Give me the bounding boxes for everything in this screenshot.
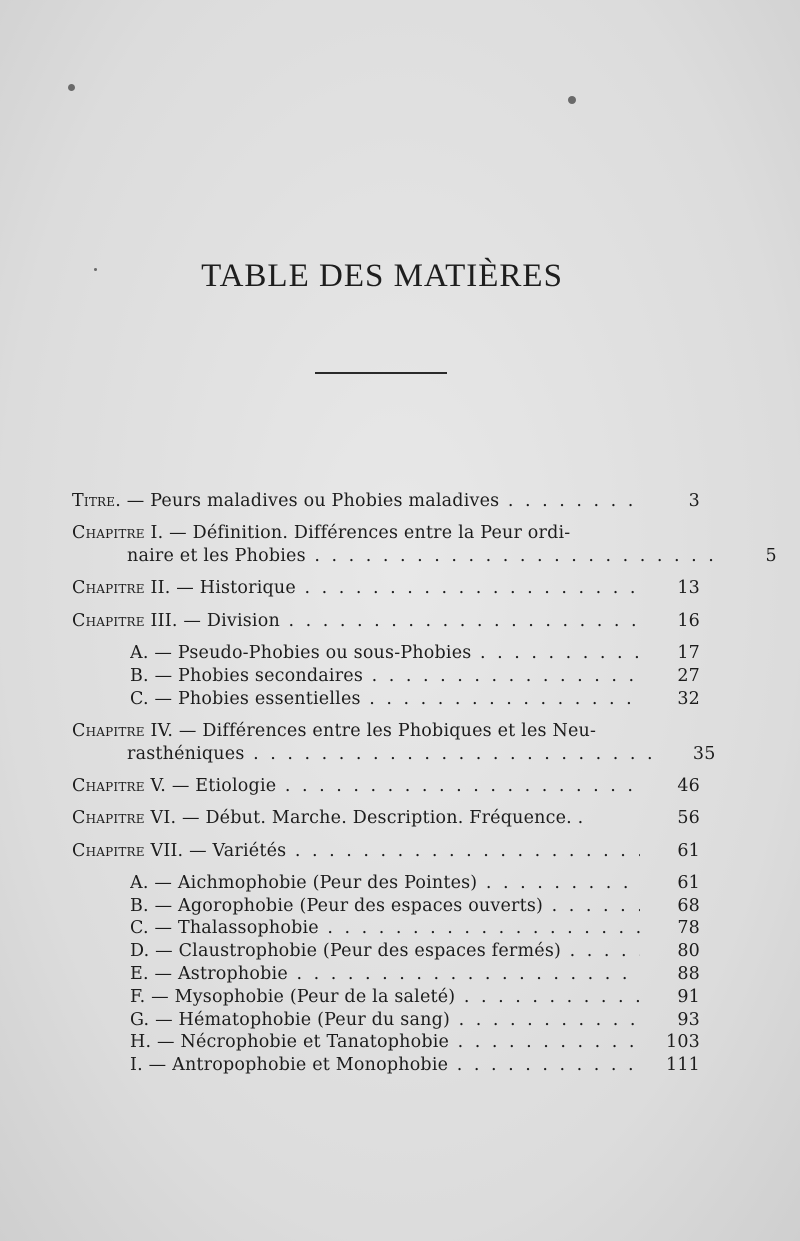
toc-entry-text <box>130 917 640 940</box>
toc-entry <box>72 610 700 633</box>
toc-entry-title: H. — Nécrophobie et Tanatophobie <box>130 1032 450 1053</box>
toc-page-number: 103 <box>665 1032 700 1053</box>
toc-entry-title: F. — Mysophobie (Peur de la saleté) <box>130 986 456 1007</box>
toc-entry-title: C. — Phobies essentielles <box>130 688 361 709</box>
toc-entry <box>72 577 700 600</box>
toc-page-number: 35 <box>692 743 716 764</box>
toc-entry-title: B. — Agorophobie (Peur des espaces ouverts) <box>130 895 544 916</box>
toc-page-number: 93 <box>677 1009 700 1030</box>
dot-leader <box>286 841 640 861</box>
toc-entry-title: I. — Antropophobie et Monophobie <box>130 1055 449 1076</box>
toc-entry-text <box>72 720 656 766</box>
toc-page-number: 56 <box>677 808 700 829</box>
dot-leader <box>363 666 640 686</box>
toc-entry-title: — Définition. Différences entre la Peur ordi- <box>169 523 571 544</box>
dot-leader <box>296 578 640 598</box>
toc-page-number: 17 <box>677 642 700 663</box>
toc-subentry <box>72 665 700 688</box>
toc-entry-title: E. — Astrophobie <box>130 964 288 985</box>
page-title: TABLE DES MATIÈRES <box>201 258 563 294</box>
dot-leader <box>288 964 640 984</box>
toc-entry-text <box>72 522 717 568</box>
toc-subentry <box>72 917 700 940</box>
dot-leader <box>455 987 640 1007</box>
toc-entry-continuation <box>72 743 656 766</box>
dot-leader <box>361 689 640 709</box>
table-of-contents <box>72 490 777 1087</box>
toc-entry-text <box>130 940 640 963</box>
toc-page-number: 78 <box>677 918 700 939</box>
toc-entry-title: G. — Hématophobie (Peur du sang) <box>130 1009 451 1030</box>
dot-leader <box>276 776 640 796</box>
toc-page-number: 3 <box>688 491 700 511</box>
toc-entry-label: Chapitre II. <box>72 578 171 599</box>
toc-entry-text <box>72 775 640 798</box>
toc-entry-title: A. — Pseudo-Phobies ou sous-Phobies <box>130 642 472 663</box>
toc-entry <box>72 490 700 513</box>
toc-subentry <box>72 688 700 711</box>
toc-entry-title: — Différences entre les Phobiques et les Neu- <box>178 720 597 741</box>
toc-entry-text <box>130 986 640 1009</box>
toc-entry-title: — Etiologie <box>171 775 277 796</box>
dot-leader <box>499 491 640 511</box>
dot-leader <box>306 546 717 566</box>
paper-speck <box>94 268 97 271</box>
dot-leader <box>448 1055 640 1075</box>
toc-page-number: 16 <box>677 610 700 631</box>
toc-entry-text <box>130 895 640 918</box>
toc-entry-text <box>130 642 640 665</box>
toc-entry-title-continued: rasthéniques <box>127 743 245 764</box>
toc-entry-title: — Peurs maladives ou Phobies maladives <box>126 491 500 511</box>
toc-entry-title: — Historique <box>176 578 296 599</box>
toc-entry-title: — Division <box>183 610 280 631</box>
toc-entry-title: — Variétés <box>189 840 287 861</box>
dot-leader <box>280 611 640 631</box>
toc-entry-label: Chapitre III. <box>72 610 178 631</box>
toc-entry-text <box>130 665 640 688</box>
dot-leader <box>561 941 640 961</box>
toc-entry-title: D. — Claustrophobie (Peur des espaces fermés) <box>130 941 562 962</box>
toc-entry-label: Chapitre IV. <box>72 720 174 741</box>
toc-entry-label: Chapitre VII. <box>72 840 184 861</box>
dot-leader <box>477 873 640 893</box>
toc-entry-title: B. — Phobies secondaires <box>130 665 364 686</box>
dot-leader <box>543 896 640 916</box>
toc-subentry <box>72 895 700 918</box>
toc-entry <box>72 775 700 798</box>
toc-entry-label: Chapitre I. <box>72 523 164 544</box>
toc-page-number: 80 <box>677 941 700 962</box>
toc-page-number: 88 <box>677 964 700 985</box>
toc-page-number: 46 <box>677 775 700 796</box>
paper-speck <box>68 84 75 91</box>
toc-entry-text <box>72 807 640 830</box>
toc-entry-text <box>130 1009 640 1032</box>
toc-entry <box>72 720 716 766</box>
toc-page-number: 111 <box>665 1055 700 1076</box>
dot-leader <box>245 744 656 764</box>
toc-entry-title: C. — Thalassophobie <box>130 918 319 939</box>
toc-entry-title: A. — Aichmophobie (Peur des Pointes) <box>130 872 478 893</box>
toc-subentry <box>72 1009 700 1032</box>
toc-subentry <box>72 642 700 665</box>
toc-entry-text <box>130 688 640 711</box>
toc-entry-text <box>130 1031 640 1054</box>
toc-page-number: 32 <box>677 688 700 709</box>
toc-entry-label: Titre. <box>72 491 121 511</box>
toc-entry <box>72 522 777 568</box>
toc-entry-text <box>72 490 640 513</box>
toc-subentry <box>72 940 700 963</box>
dot-leader <box>449 1032 640 1052</box>
toc-entry-title-continued: naire et les Phobies <box>127 546 306 567</box>
toc-entry-title: — Début. Marche. Description. Fréquence. . <box>181 808 584 829</box>
dot-leader <box>319 918 640 938</box>
toc-entry <box>72 840 700 863</box>
toc-page-number: 91 <box>677 986 700 1007</box>
toc-page-number: 68 <box>677 895 700 916</box>
toc-page-number: 13 <box>677 578 700 599</box>
toc-page-number: 61 <box>677 840 700 861</box>
toc-entry-text <box>130 1054 640 1077</box>
toc-subentry <box>72 1031 700 1054</box>
toc-entry-text <box>72 577 640 600</box>
toc-entry-label: Chapitre V. <box>72 775 167 796</box>
toc-entry-continuation <box>72 545 717 568</box>
dot-leader <box>471 643 640 663</box>
toc-entry-label: Chapitre VI. <box>72 808 177 829</box>
toc-page-number: 27 <box>677 665 700 686</box>
toc-subentry <box>72 872 700 895</box>
toc-entry-text <box>130 963 640 986</box>
toc-page-number: 61 <box>677 872 700 893</box>
toc-entry-text <box>72 610 640 633</box>
paper-speck <box>568 96 576 104</box>
dot-leader <box>450 1010 640 1030</box>
toc-subentry <box>72 986 700 1009</box>
toc-entry <box>72 807 700 830</box>
toc-subentry <box>72 1054 700 1077</box>
toc-entry-text <box>130 872 640 895</box>
toc-subentry <box>72 963 700 986</box>
toc-entry-text <box>72 840 640 863</box>
title-rule <box>315 372 447 374</box>
toc-page-number: 5 <box>765 546 777 567</box>
